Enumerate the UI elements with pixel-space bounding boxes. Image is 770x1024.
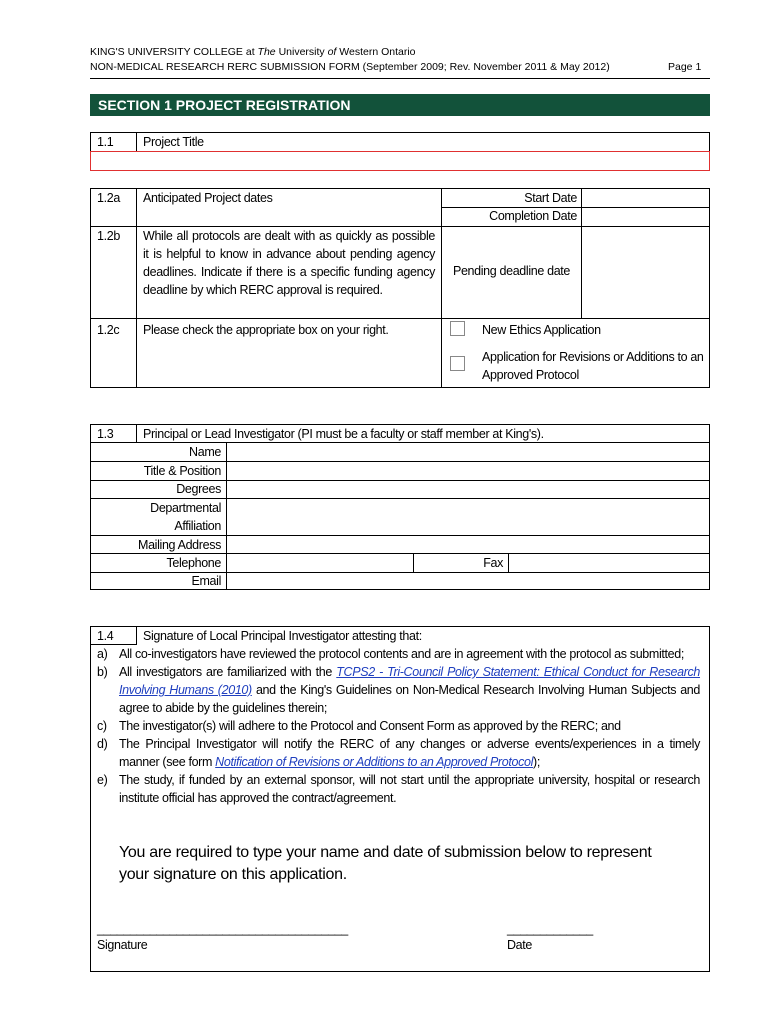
q1-4-number: 1.4 <box>97 629 114 643</box>
email-input[interactable] <box>227 573 709 589</box>
attestation-item-a: a) All co-investigators have reviewed the protocol contents and are in agreement with the protocol as submitted; <box>97 647 684 661</box>
attestation-item-c: c) The investigator(s) will adhere to the Protocol and Consent Form as approved by the RERC; and <box>97 719 621 733</box>
attestation-list <box>97 645 700 807</box>
title-position-input[interactable] <box>227 462 709 479</box>
mailing-address-input[interactable] <box>227 536 709 552</box>
start-date-input[interactable] <box>582 189 709 206</box>
q1-2a-label: Anticipated Project dates <box>143 191 273 205</box>
q1-1-label: Project Title <box>143 135 204 149</box>
section-title: SECTION 1 PROJECT REGISTRATION <box>90 94 710 116</box>
departmental-affiliation-input[interactable] <box>227 499 709 534</box>
signature-line[interactable]: ______________________________________ <box>97 922 348 936</box>
document-header-line2: NON-MEDICAL RESEARCH RERC SUBMISSION FORM (September 2009; Rev. November 2011 & May 2012) <box>90 61 610 73</box>
affiliation-label: Affiliation <box>174 519 221 533</box>
date-label: Date <box>507 938 533 952</box>
fax-input[interactable] <box>509 554 709 571</box>
q1-4-label: Signature of Local Principal Investigator attesting that: <box>143 629 422 643</box>
q1-2c-text: Please check the appropriate box on your right. <box>143 323 389 337</box>
q1-3-label: Principal or Lead Investigator (PI must be a faculty or staff member at King's). <box>143 427 544 441</box>
telephone-label: Telephone <box>166 556 221 570</box>
notification-form-link[interactable]: Notification of Revisions or Additions to an Approved Protocol <box>215 755 534 769</box>
revisions-label: Application for Revisions or Additions to an Approved Protocol <box>482 350 704 382</box>
q1-2b-number: 1.2b <box>97 229 120 243</box>
degrees-label: Degrees <box>176 482 221 496</box>
header-divider <box>90 78 710 79</box>
telephone-input[interactable] <box>227 554 412 571</box>
q1-2a-number: 1.2a <box>97 191 120 205</box>
title-position-label: Title & Position <box>143 464 221 478</box>
name-label: Name <box>189 445 221 459</box>
new-ethics-label: New Ethics Application <box>482 323 601 337</box>
name-input[interactable] <box>227 443 709 460</box>
start-date-label: Start Date <box>524 191 577 205</box>
degrees-input[interactable] <box>227 481 709 497</box>
pending-deadline-input[interactable] <box>582 227 709 317</box>
completion-date-input[interactable] <box>582 208 709 225</box>
new-ethics-checkbox[interactable] <box>450 321 465 336</box>
signature-instruction: You are required to type your name and date of submission below to represent your signature on this application. <box>119 844 652 883</box>
q1-2c-number: 1.2c <box>97 323 120 337</box>
email-label: Email <box>191 574 221 588</box>
revisions-checkbox[interactable] <box>450 356 465 371</box>
project-title-input[interactable] <box>90 151 710 171</box>
q1-2b-text: While all protocols are dealt with as quickly as possible it is helpful to know in advance about pending agency deadlines. Indicate if there is a specific funding agency deadline by which RERC approval is required. <box>143 229 435 297</box>
signature-label: Signature <box>97 938 148 952</box>
mailing-address-label: Mailing Address <box>138 538 221 552</box>
departmental-label: Departmental <box>150 501 221 515</box>
pending-deadline-label: Pending deadline date <box>452 264 571 278</box>
completion-date-label: Completion Date <box>489 209 577 223</box>
date-line[interactable]: _____________ <box>507 922 593 936</box>
document-header-line1: KING'S UNIVERSITY COLLEGE at The University of Western Ontario <box>90 46 416 58</box>
attestation-item-e: e) The study, if funded by an external sponsor, will not start until the appropriate university, hospital or research institute official has approved the contract/agreement. <box>97 773 700 805</box>
attestation-item-b: b) All investigators are familiarized with the TCPS2 - Tri-Council Policy Statement: Ethical Conduct for Research Involving Humans (2010) and the King's Guidelines on Non-Medical Research Involving Human Subjects and agree to abide by the guidelines therein; <box>97 665 701 715</box>
q1-3-number: 1.3 <box>97 427 114 441</box>
q1-1-number: 1.1 <box>97 135 114 149</box>
fax-label: Fax <box>483 556 503 570</box>
attestation-item-d: d) The Principal Investigator will notify the RERC of any changes or adverse events/experiences in a timely manner (see form Notification of Revisions or Additions to an Approved Protocol); <box>97 737 700 769</box>
page-number: Page 1 <box>668 61 702 73</box>
tcps2-link[interactable]: TCPS2 - Tri-Council Policy Statement: Ethical Conduct for Research Involving Humans (2010) <box>119 665 701 697</box>
